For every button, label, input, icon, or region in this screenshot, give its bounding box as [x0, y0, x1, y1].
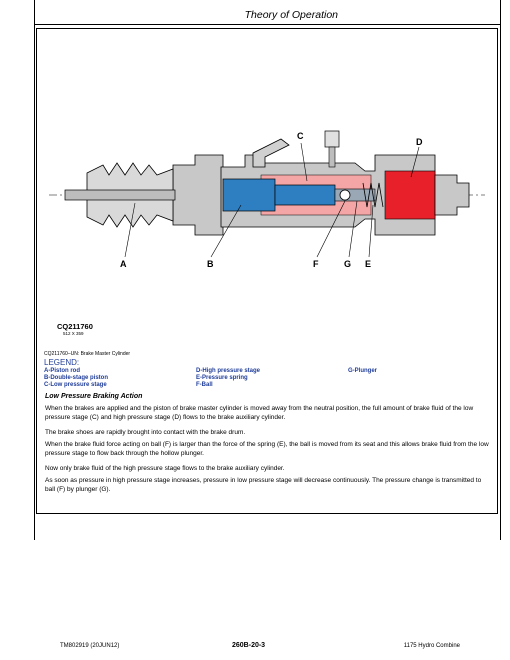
bleeder-stem	[329, 147, 335, 167]
end-cap	[435, 175, 469, 215]
legend-item-ball: F-Ball	[196, 382, 213, 388]
legend-item-high-pressure-stage: D-High pressure stage	[196, 368, 261, 374]
legend-item-plunger: G-Plunger	[348, 368, 378, 374]
callout-e: E	[365, 259, 372, 269]
section-title: Theory of Operation	[244, 9, 338, 21]
figure-size-note: 512 X 359	[63, 331, 84, 336]
paragraph: When the brake fluid force acting on ball (F) is larger than the force of the spring (E), the ball is moved from its seat and this allows brake fluid from the low pressure stage to flow back through the hollow plunger.	[45, 441, 489, 457]
footer-page-number: 260B-20-3	[232, 642, 266, 649]
brake-master-cylinder-figure	[45, 35, 489, 345]
ball	[340, 190, 350, 200]
bleeder-valve	[325, 131, 339, 147]
double-stage-piston	[223, 179, 275, 211]
footer-doc-id: TM802919 (20JUN12)	[60, 643, 120, 649]
high-pressure-stage	[385, 171, 435, 219]
piston-rod	[65, 190, 175, 200]
callout-g: G	[344, 259, 352, 269]
content-box	[36, 28, 498, 514]
legend-title: LEGEND:	[44, 358, 80, 367]
section-heading: Low Pressure Braking Action	[45, 393, 143, 400]
paragraph: As soon as pressure in high pressure stage increases, pressure in low pressure stage will decrease continuously. The pressure change is transmitted to ball (F) by plunger (G).	[45, 477, 482, 493]
callout-a: A	[120, 259, 127, 269]
callout-f: F	[313, 259, 319, 269]
paragraph: The brake shoes are rapidly brought into contact with the brake drum.	[45, 429, 246, 436]
footer-product: 1175 Hydro Combine	[403, 643, 460, 649]
double-stage-piston-stem	[275, 185, 335, 205]
callout-b: B	[207, 259, 214, 269]
legend-item-low-pressure-stage: C-Low pressure stage	[44, 382, 107, 388]
paragraph: Now only brake fluid of the high pressure stage flows to the brake auxiliary cylinder.	[45, 465, 285, 472]
figure-caption: CQ211760–UN: Brake Master Cylinder	[44, 351, 131, 357]
paragraph: When the brakes are applied and the piston of brake master cylinder is moved away from the neutral position, the full amount of brake fluid of the low pressure stage (C) and high pressure stage (D) flows to the brake auxiliary cylinder.	[45, 405, 474, 421]
callout-d: D	[416, 137, 423, 147]
callout-c: C	[297, 131, 304, 141]
legend-item-pressure-spring: E-Pressure spring	[196, 375, 248, 381]
figure-id: CQ211760	[57, 322, 93, 331]
legend-item-double-stage-piston: B-Double-stage piston	[44, 375, 108, 381]
mounting-flange	[173, 155, 223, 235]
legend-item-piston-rod: A-Piston rod	[44, 368, 80, 374]
